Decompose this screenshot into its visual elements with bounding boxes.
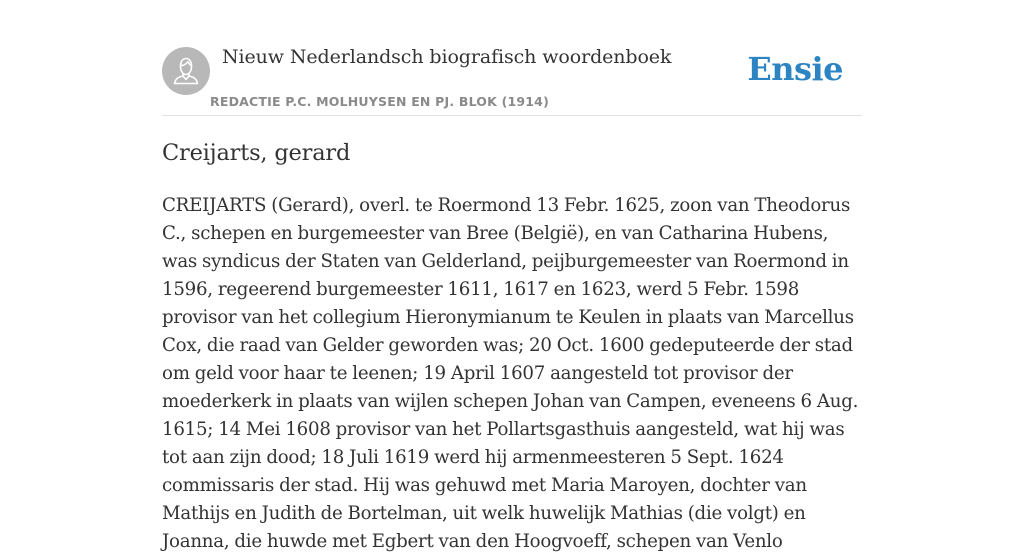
source-header (162, 0, 862, 116)
article-title: Creijarts, gerard (162, 140, 351, 166)
page-container (162, 0, 862, 552)
source-avatar[interactable] (162, 47, 210, 95)
ensie-logo-link[interactable]: Ensie (747, 50, 843, 88)
source-title[interactable]: Nieuw Nederlandsch biografisch woordenboek (222, 46, 672, 68)
source-editors: REDACTIE P.C. MOLHUYSEN EN PJ. BLOK (1914) (210, 94, 549, 109)
article-body: CREIJARTS (Gerard), overl. te Roermond 13 Febr. 1625, zoon van Theodorus C., schepen en burgemeester van Bree (België), en van Catharina Hubens, was syndicus der Staten van Gelderland, peijburgemeester van Roermond in 1596, regeerend burgemeester 1611, 1617 en 1623, werd 5 Febr. 1598 provisor van het collegium Hieronymianum te Keulen in plaats van Marcellus Cox, die raad van Gelder geworden was; 20 Oct. 1600 gedeputeerde der stad om geld voor haar te leenen; 19 April 1607 aangesteld tot provisor der moederkerk in plaats van wijlen schepen Johan van Campen, eveneens 6 Aug. 1615; 14 Mei 1608 provisor van het Pollartsgasthuis aangesteld, wat hij was tot aan zijn dood; 18 Juli 1619 werd hij armenmeesteren 5 Sept. 1624 commissaris der stad. Hij was gehuwd met Maria Maroyen, dochter van Mathijs en Judith de Bortelman, uit welk huwelijk Mathias (die volgt) en Joanna, die huwde met Egbert van den Hoogvoeff, schepen van Venlo (162, 195, 859, 552)
user-icon (162, 47, 210, 95)
